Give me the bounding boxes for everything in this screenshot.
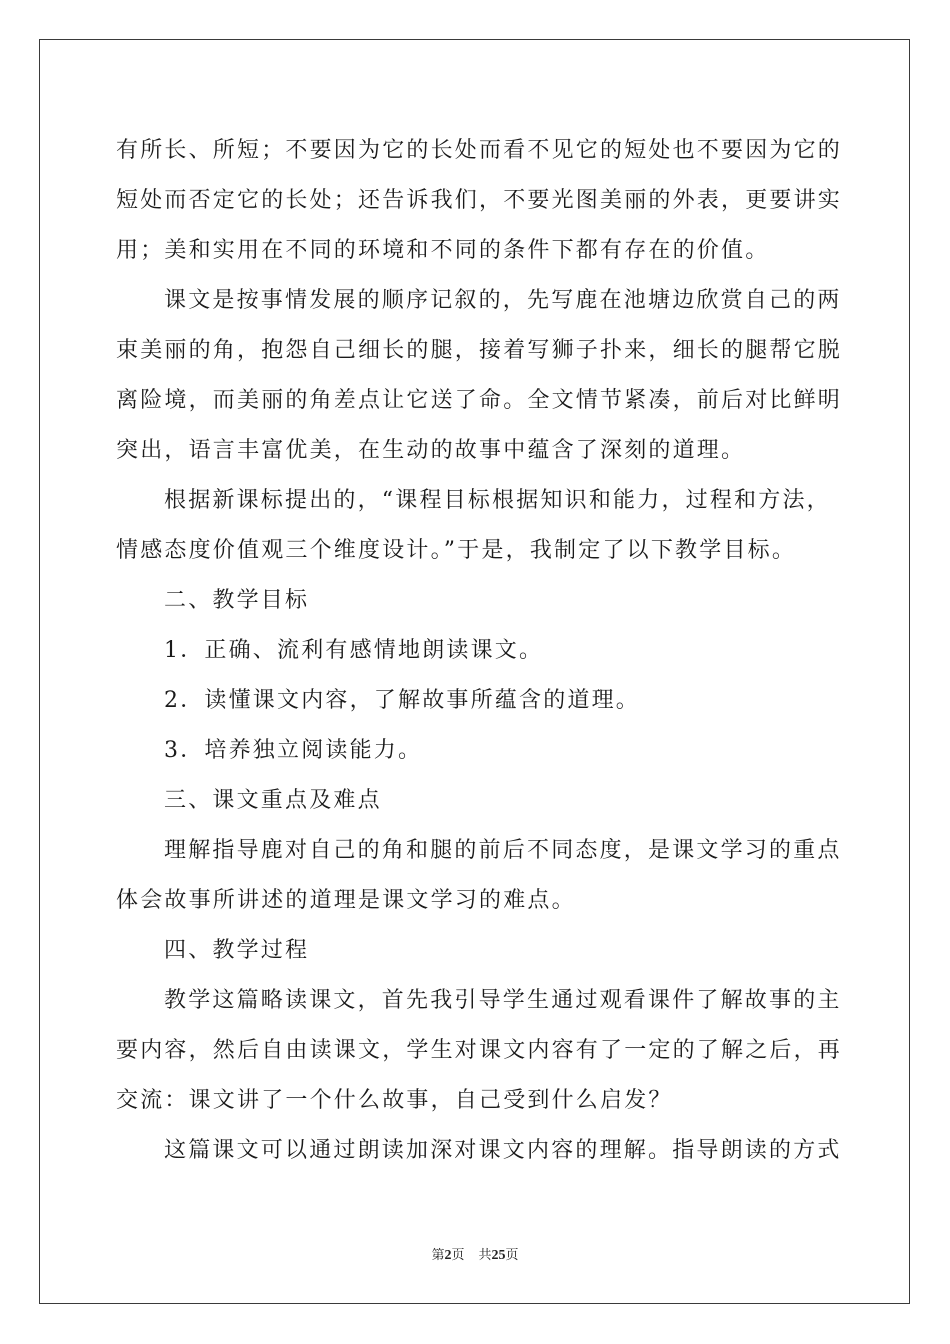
section-heading-process: 四、教学过程 bbox=[164, 938, 310, 963]
text-line-21: 这篇课文可以通过朗读加深对课文内容的理解。指导朗读的方式 bbox=[164, 1138, 842, 1163]
total-pages: 25 bbox=[491, 1248, 506, 1263]
text-line-3: 用；美和实用在不同的环境和不同的条件下都有存在的价值。 bbox=[116, 238, 770, 263]
text-line-5: 束美丽的角，抱怨自己细长的腿，接着写狮子扑来，细长的腿帮它脱 bbox=[116, 338, 843, 363]
text-line-16: 体会故事所讲述的道理是课文学习的难点。 bbox=[116, 888, 576, 913]
text-line-19: 要内容，然后自由读课文，学生对课文内容有了一定的了解之后，再 bbox=[116, 1038, 843, 1063]
section-heading-objectives: 二、教学目标 bbox=[164, 588, 310, 613]
section-heading-key-points: 三、课文重点及难点 bbox=[164, 788, 382, 813]
page-suffix: 页 bbox=[451, 1248, 465, 1263]
page-footer bbox=[0, 1244, 950, 1264]
objective-item-1: 1．正确、流利有感情地朗读课文。 bbox=[164, 638, 544, 663]
document-body bbox=[116, 126, 843, 1176]
text-line-15: 理解指导鹿对自己的角和腿的前后不同态度，是课文学习的重点 bbox=[164, 838, 842, 863]
total-suffix: 页 bbox=[505, 1248, 519, 1263]
text-line-8: 根据新课标提出的，“课程目标根据知识和能力，过程和方法， bbox=[164, 488, 831, 513]
text-line-1: 有所长、所短；不要因为它的长处而看不见它的短处也不要因为它的 bbox=[116, 138, 843, 163]
text-line-6: 离险境，而美丽的角差点让它送了命。全文情节紧凑，前后对比鲜明 bbox=[116, 388, 843, 413]
objective-item-3: 3．培养独立阅读能力。 bbox=[164, 738, 423, 763]
total-prefix: 共 bbox=[478, 1248, 492, 1263]
page-number: 2 bbox=[444, 1248, 452, 1263]
text-line-18: 教学这篇略读课文，首先我引导学生通过观看课件了解故事的主 bbox=[164, 988, 842, 1013]
text-line-7: 突出，语言丰富优美，在生动的故事中蕴含了深刻的道理。 bbox=[116, 438, 746, 463]
page-prefix: 第 bbox=[431, 1248, 445, 1263]
text-line-4: 课文是按事情发展的顺序记叙的，先写鹿在池塘边欣赏自己的两 bbox=[164, 288, 842, 313]
text-line-9: 情感态度价值观三个维度设计。”于是，我制定了以下教学目标。 bbox=[116, 538, 797, 563]
text-line-20: 交流：课文讲了一个什么故事，自己受到什么启发？ bbox=[116, 1088, 673, 1113]
text-line-2: 短处而否定它的长处；还告诉我们，不要光图美丽的外表，更要讲实 bbox=[116, 188, 843, 213]
objective-item-2: 2．读懂课文内容，了解故事所蕴含的道理。 bbox=[164, 688, 640, 713]
